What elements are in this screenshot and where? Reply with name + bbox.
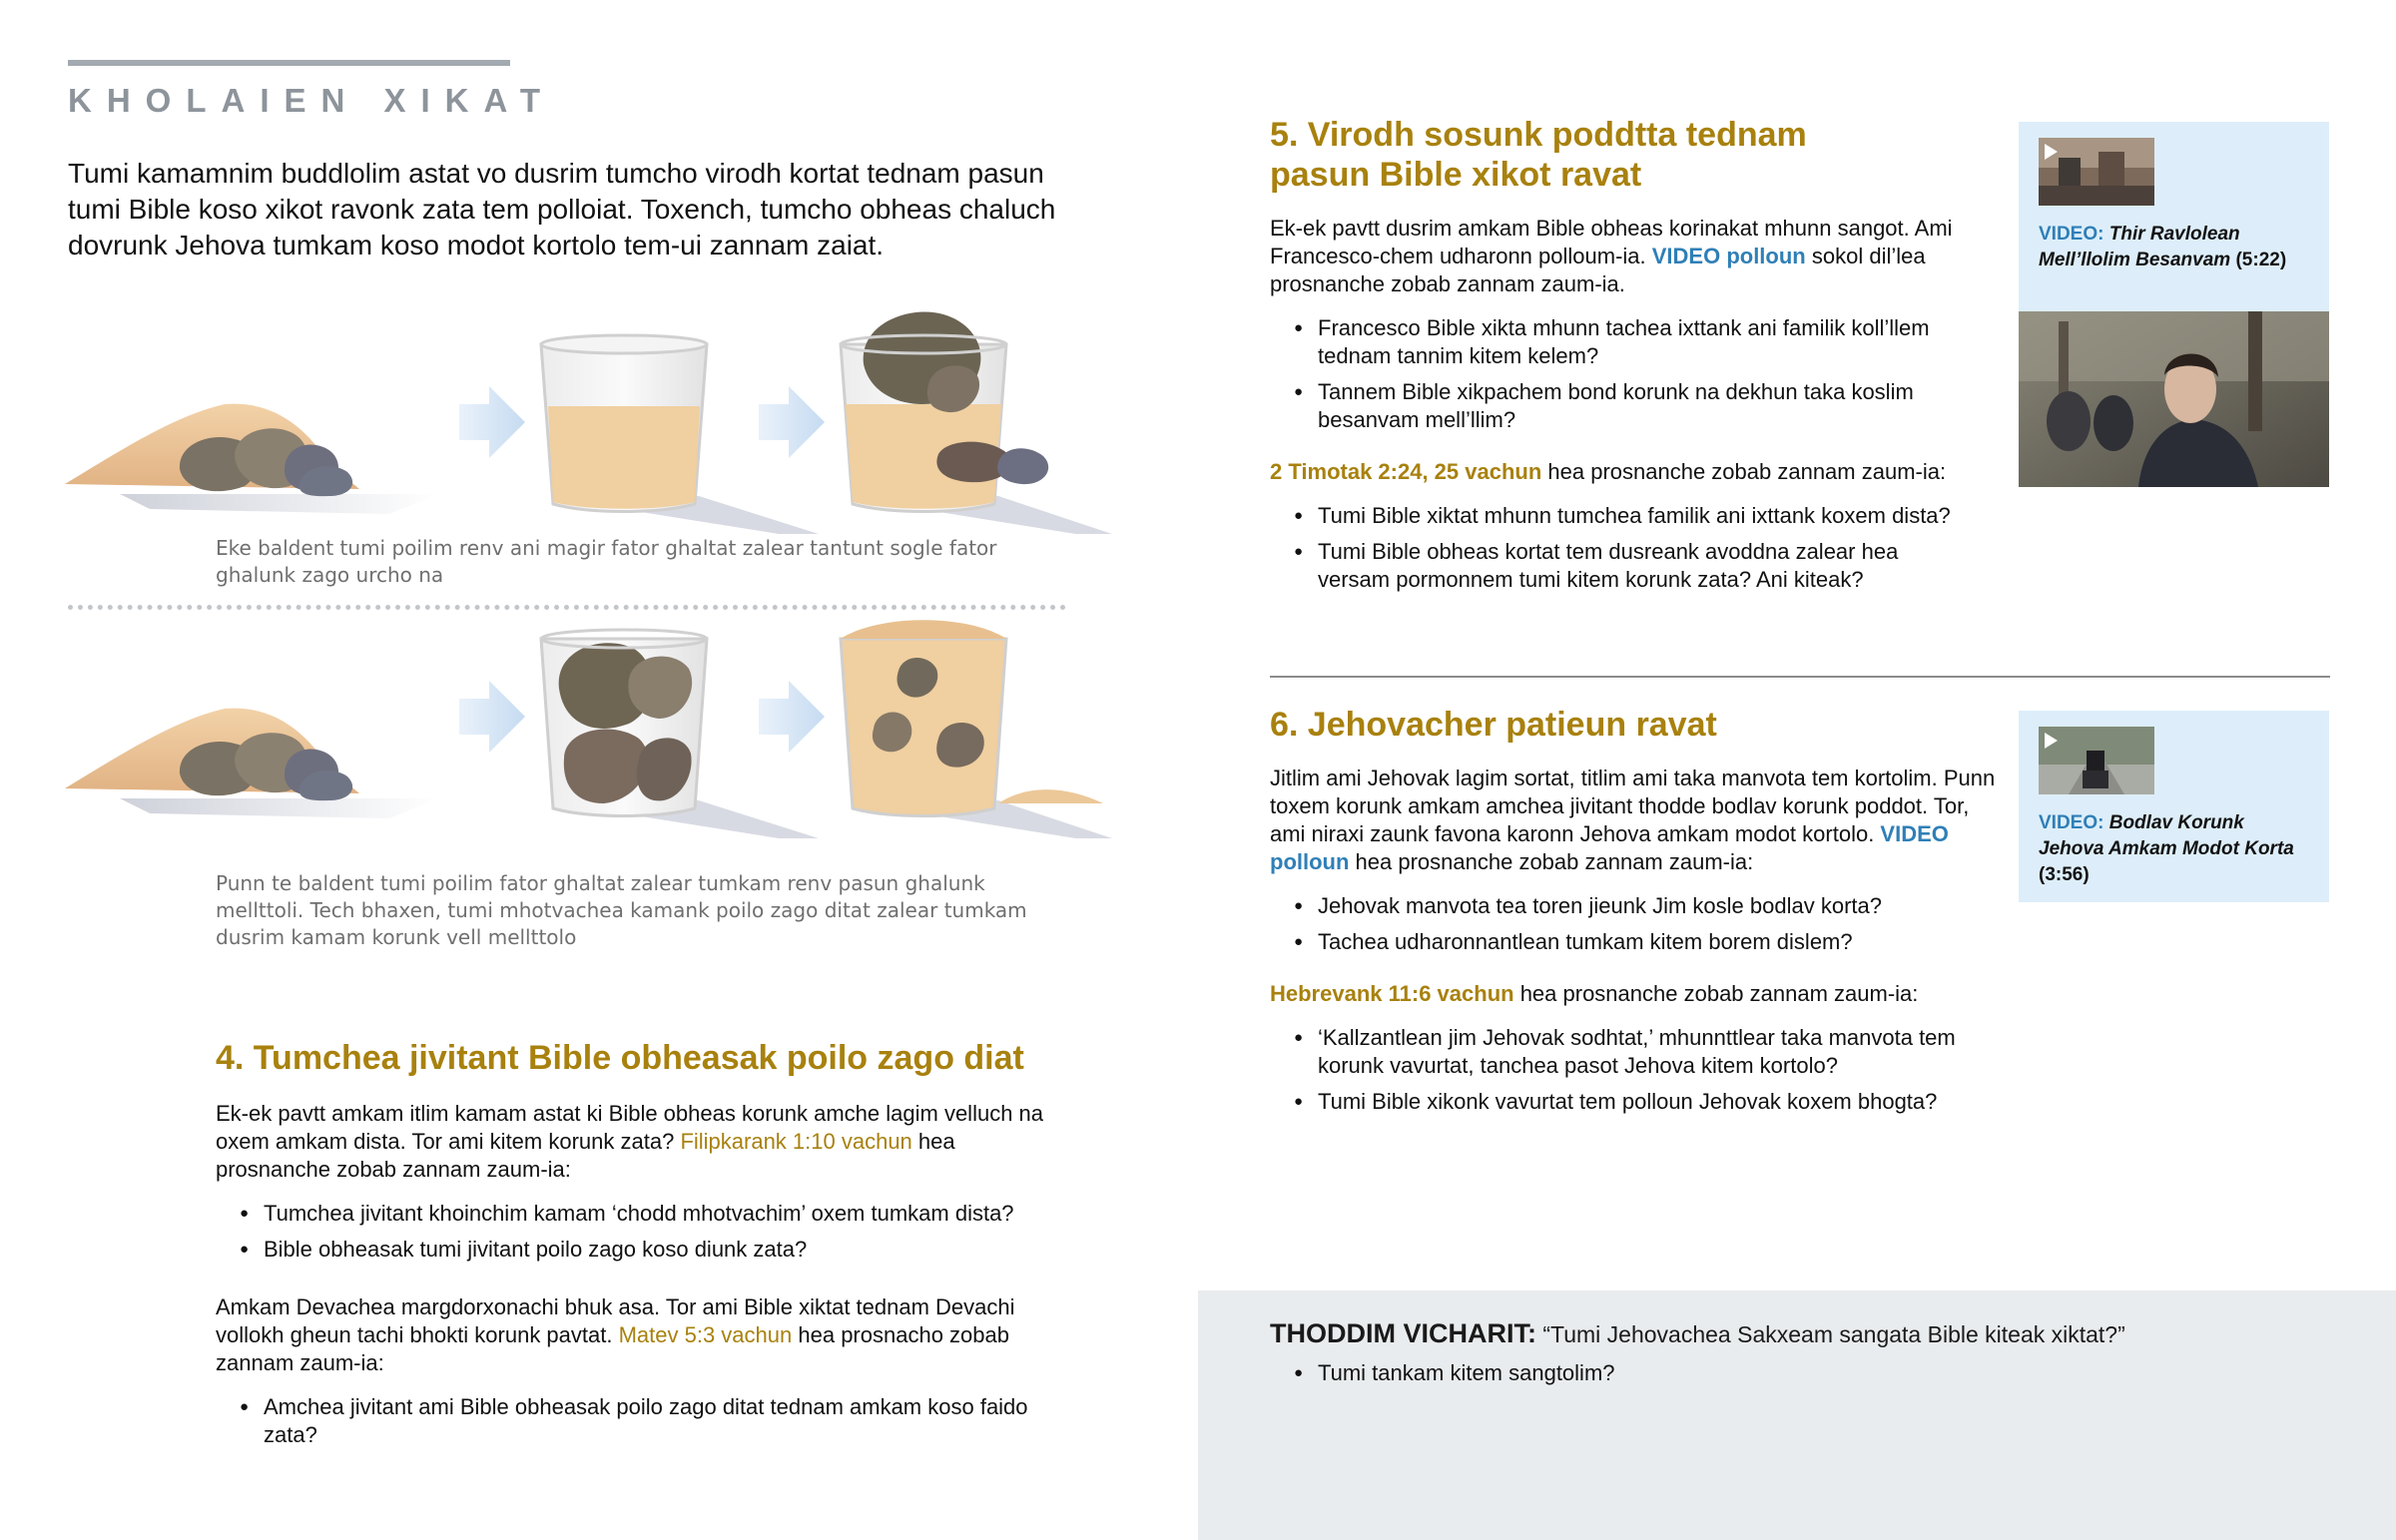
text: Amkam Devachea margdorxonachi bhuk asa. Tor ami Bible xiktat tednam Devachi vollokh gheun tachi bhokti korunk pavtat. — [216, 1294, 1015, 1347]
text: hea prosnanche zobab zannam zaum-ia: — [1513, 981, 1919, 1006]
question-item: ● Tumchea jivitant khoinchim kamam ‘chodd mhotvachim’ oxem tumkam dista? — [216, 1200, 1074, 1228]
illustration-sand-first — [60, 304, 1118, 534]
scripture-link[interactable]: Filipkarank 1:10 vachun — [680, 1129, 912, 1154]
arrow-icon — [759, 681, 825, 753]
video-caption — [2039, 810, 2309, 888]
video-link[interactable]: VIDEO polloun — [1270, 821, 1949, 874]
question-item: ● Amchea jivitant ami Bible obheasak poilo zago ditat tednam amkam koso faido zata? — [216, 1393, 1074, 1449]
section-4-paragraph-1 — [216, 1100, 1074, 1184]
rock — [997, 448, 1048, 484]
ground-shadow — [120, 494, 439, 514]
section-5-paragraph-2 — [1270, 458, 1989, 486]
reflection-label: THODDIM VICHARIT: — [1270, 1318, 1536, 1348]
question-item: ● Jehovak manvota tea toren jieunk Jim kosle bodlav korta? — [1270, 892, 1969, 920]
play-icon — [2045, 144, 2058, 160]
video-tag: VIDEO: — [2039, 812, 2104, 833]
video-tag: VIDEO: — [2039, 224, 2104, 245]
reflection-panel — [1198, 1290, 2396, 1540]
section-4-questions-2 — [216, 1393, 1074, 1449]
section-5-questions-2 — [1270, 502, 1969, 594]
illustration-rocks-first — [60, 609, 1118, 838]
section-divider — [1270, 676, 2330, 678]
video-duration: (3:56) — [2039, 864, 2090, 885]
text: Ek-ek pavtt amkam itlim kamam astat ki Bible obheas korunk amche lagim velluch na oxem amkam dista. Tor ami kitem korunk zata? — [216, 1101, 1044, 1154]
question-item: ● Tumi Bible xikonk vavurtat tem polloun Jehovak koxem bhogta? — [1270, 1088, 1969, 1116]
scripture-link[interactable]: 2 Timotak 2:24, 25 vachun — [1270, 459, 1542, 484]
question-item: ● Francesco Bible xikta mhunn tachea ixttank ani familik koll’llem tednam tannim kitem kelem? — [1270, 314, 1969, 370]
arrow-icon — [459, 681, 525, 753]
cup-sand — [548, 406, 700, 509]
text: hea prosnanche zobab zannam zaum-ia: — [216, 1129, 955, 1182]
section-4-questions-1 — [216, 1200, 1074, 1264]
cup-rim — [541, 335, 707, 353]
illustration-caption-2: Punn te baldent tumi poilim fator ghaltat zalear tumkam renv pasun ghalunk mellttoli. Tech bhaxen, tumi mhotvachea kamank poilo zago ditat zalear tumkam dusrim kamam korunk vell mellttolo — [216, 871, 1027, 949]
question-item: ● Bible obheasak tumi jivitant poilo zago koso diunk zata? — [216, 1236, 1074, 1264]
section-6-paragraph-1 — [1270, 765, 1999, 876]
video-thumbnail[interactable] — [2039, 138, 2154, 206]
section-6 — [1270, 705, 1999, 1140]
question-item: ● Tumi Bible obheas kortat tem dusreank avoddna zalear hea versam pormonnem tumi kitem korunk zata? Ani kiteak? — [1270, 538, 1969, 594]
section-6-questions-2 — [1270, 1024, 1969, 1116]
reflection-text: “Tumi Jehovachea Sakxeam sangata Bible kiteak xiktat?” — [1535, 1321, 2125, 1347]
sand-spill — [998, 789, 1103, 803]
video-still-image — [2019, 311, 2329, 487]
video-caption — [2039, 222, 2309, 273]
video-duration: (5:22) — [2235, 250, 2287, 270]
text: sokol dil’lea prosnanche zobab zannam zaum-ia. — [1270, 244, 1926, 296]
reflection-bullets — [1270, 1359, 2308, 1387]
video-link[interactable]: VIDEO polloun — [1651, 244, 1806, 268]
question-item: ● Tachea udharonnantlean tumkam kitem borem dislem? — [1270, 928, 1969, 956]
text: Jitlim ami Jehovak lagim sortat, titlim ami taka manvota tem kortolim. Punn toxem korunk amkam amchea jivitant thodde bodlav korunk poddot. Tor, ami niraxi zaunk favona karonn Jehova amkam modot kortolo. — [1270, 766, 1996, 846]
text: hea prosnacho zobab zannam zaum-ia: — [216, 1322, 1009, 1375]
video-thumbnail[interactable] — [2039, 727, 2154, 794]
section-5-questions-1 — [1270, 314, 1969, 434]
section-5-paragraph-1 — [1270, 215, 1989, 298]
section-6-paragraph-2 — [1270, 980, 1999, 1008]
arrow-icon — [759, 386, 825, 458]
question-item: ● Tannem Bible xikpachem bond korunk na dekhun taka koslim besanvam mell’llim? — [1270, 378, 1969, 434]
text: hea prosnanche zobab zannam zaum-ia: — [1541, 459, 1947, 484]
kicker-rule — [68, 60, 510, 66]
reflection-question — [1270, 1318, 2308, 1349]
page-kicker: KHOLAIEN XIKAT — [68, 82, 556, 119]
ground-shadow — [120, 798, 439, 818]
reflection-content — [1270, 1318, 2308, 1395]
scripture-link[interactable]: Hebrevank 11:6 vachun — [1270, 981, 1514, 1006]
video-card-section-6[interactable] — [2019, 711, 2329, 902]
question-item: ● ‘Kallzantlean jim Jehovak sodhtat,’ mhunnttlear taka manvota tem korunk vavurtat, tanchea pasot Jehova kitem kortolo? — [1270, 1024, 1969, 1080]
play-icon — [2045, 733, 2058, 749]
section-4-heading: 4. Tumchea jivitant Bible obheasak poilo zago diat — [216, 1039, 1024, 1077]
illustration-caption-1: Eke baldent tumi poilim renv ani magir fator ghaltat zalear tantunt sogle fator ghalunk zago urcho na — [216, 536, 997, 587]
section-5 — [1270, 115, 1989, 618]
text: hea prosnanche zobab zannam zaum-ia: — [1349, 849, 1754, 874]
text: Ek-ek pavtt dusrim amkam Bible obheas korinakat mhunn sangot. Ami Francesco-chem udharonn polloum-ia. — [1270, 216, 1953, 268]
question-item: ● Tumi Bible xiktat mhunn tumchea familik ani ixttank koxem dista? — [1270, 502, 1969, 530]
question-item: ● Tumi tankam kitem sangtolim? — [1270, 1359, 2308, 1387]
section-5-heading: 5. Virodh sosunk poddtta tednam pasun Bible xikot ravat — [1270, 116, 1807, 194]
intro-paragraph: Tumi kamamnim buddlolim astat vo dusrim tumcho virodh kortat tednam pasun tumi Bible koso xikot ravonk zata tem polloiat. Toxench, tumcho obheas chaluch dovrunk Jehova tumkam koso modot kortolo tem-ui zannam zaiat. — [68, 158, 1056, 260]
section-4-paragraph-2 — [216, 1293, 1074, 1377]
section-6-heading: 6. Jehovacher patieun ravat — [1270, 706, 1717, 744]
section-6-questions-1 — [1270, 892, 1969, 956]
section-4 — [216, 1038, 1074, 1479]
scripture-link[interactable]: Matev 5:3 vachun — [618, 1322, 793, 1347]
video-title[interactable]: Bodlav Korunk Jehova Amkam Modot Korta — [2039, 812, 2294, 859]
sand-mound — [841, 620, 1006, 639]
video-title[interactable]: Thir Ravlolean Mell’llolim Besanvam — [2039, 224, 2240, 270]
video-card-section-5[interactable] — [2019, 122, 2329, 311]
arrow-icon — [459, 386, 525, 458]
